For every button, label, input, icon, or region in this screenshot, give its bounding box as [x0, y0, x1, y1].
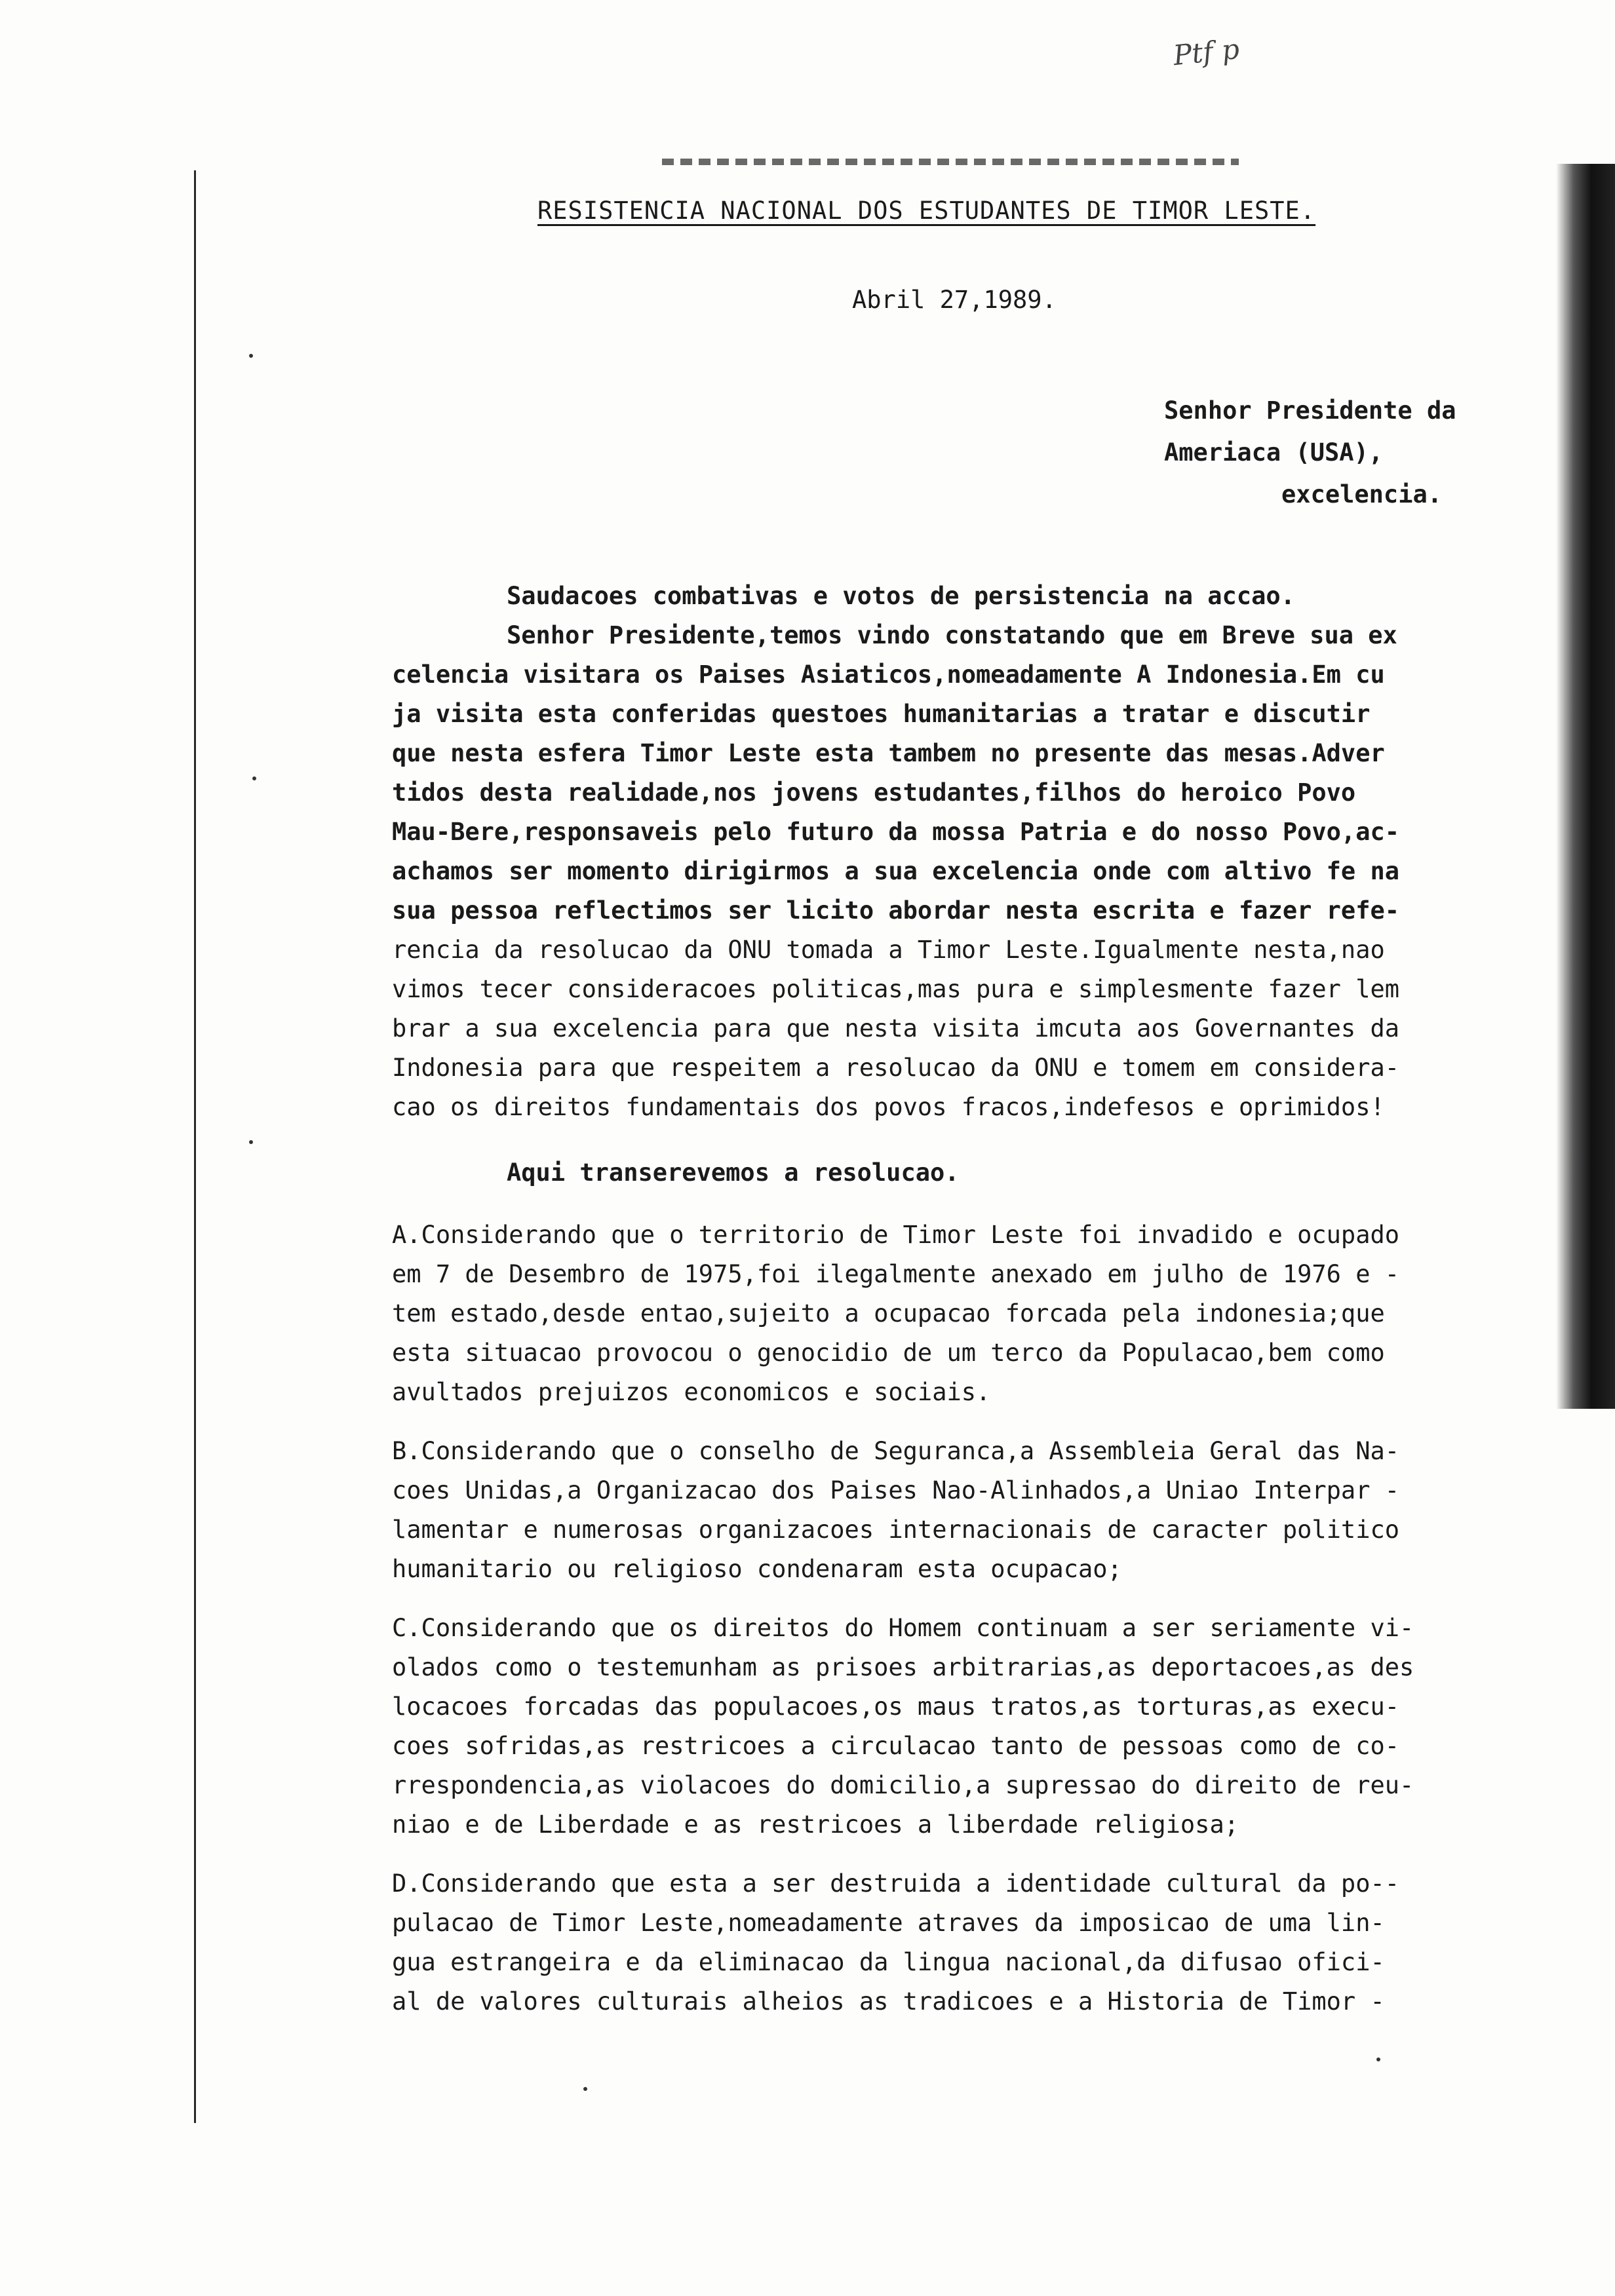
paragraph-line: celencia visitara os Paises Asiaticos,nomeadamente A Indonesia.Em cu [392, 660, 1385, 689]
paragraph-line: sua pessoa reflectimos ser licito abordar nesta escrita e fazer refe- [392, 896, 1400, 925]
greeting: Saudacoes combativas e votos de persistencia na accao. [507, 582, 1295, 610]
scan-speck [1376, 2057, 1380, 2061]
clause-line: C.Considerando que os direitos do Homem continuam a ser seriamente vi- [392, 1614, 1414, 1642]
paragraph-line: cao os direitos fundamentais dos povos fracos,indefesos e oprimidos! [392, 1093, 1385, 1121]
paragraph-line: vimos tecer consideracoes politicas,mas pura e simplesmente fazer lem [392, 975, 1400, 1003]
scan-speck [252, 776, 256, 780]
clause-line: gua estrangeira e da eliminacao da lingua nacional,da difusao ofici- [392, 1948, 1385, 1976]
clause-line: coes sofridas,as restricoes a circulacao tanto de pessoas como de co- [392, 1732, 1400, 1760]
left-margin-line [194, 170, 196, 2123]
paragraph-line: brar a sua excelencia para que nesta visita imcuta aos Governantes da [392, 1014, 1400, 1043]
scan-edge-shadow [1556, 164, 1615, 1409]
scan-speck [583, 2087, 587, 2091]
scan-speck [249, 354, 253, 358]
clause-line: niao e de Liberdade e as restricoes a liberdade religiosa; [392, 1810, 1239, 1839]
clause-line: A.Considerando que o territorio de Timor Leste foi invadido e ocupado [392, 1221, 1400, 1249]
cut-off-header-line [662, 159, 1239, 165]
clause-line: al de valores culturais alheios as tradicoes e a Historia de Timor - [392, 1987, 1385, 2016]
paragraph-line: Indonesia para que respeitem a resolucao da ONU e tomem em considera- [392, 1054, 1400, 1082]
clause-line: rrespondencia,as violacoes do domicilio,a supressao do direito de reu- [392, 1771, 1414, 1799]
clause-line: esta situacao provocou o genocidio de um terco da Populacao,bem como [392, 1339, 1385, 1367]
paragraph-line: rencia da resolucao da ONU tomada a Timor Leste.Igualmente nesta,nao [392, 936, 1385, 964]
clause-line: olados como o testemunham as prisoes arbitrarias,as deportacoes,as des [392, 1653, 1414, 1681]
clause-line: coes Unidas,a Organizacao dos Paises Nao-Alinhados,a Uniao Interpar - [392, 1476, 1400, 1504]
recipient-line-2: Ameriaca (USA), [1164, 438, 1384, 467]
resolution-intro: Aqui transerevemos a resolucao. [507, 1158, 960, 1187]
document-date: Abril 27,1989. [852, 286, 1057, 314]
clause-line: humanitario ou religioso condenaram esta ocupacao; [392, 1555, 1122, 1583]
paragraph-line: que nesta esfera Timor Leste esta tambem no presente das mesas.Adver [392, 739, 1385, 767]
clause-line: tem estado,desde entao,sujeito a ocupacao forcada pela indonesia;que [392, 1299, 1385, 1328]
paragraph-line: Mau-Bere,responsaveis pelo futuro da mossa Patria e do nosso Povo,ac- [392, 818, 1400, 846]
clause-line: locacoes forcadas das populacoes,os maus tratos,as torturas,as execu- [392, 1693, 1400, 1721]
document-title: RESISTENCIA NACIONAL DOS ESTUDANTES DE TIMOR LESTE. [537, 197, 1316, 225]
clause-line: D.Considerando que esta a ser destruida a identidade cultural da po-- [392, 1869, 1400, 1898]
recipient-line-1: Senhor Presidente da [1164, 396, 1456, 425]
clause-line: avultados prejuizos economicos e sociais. [392, 1378, 991, 1406]
clause-line: pulacao de Timor Leste,nomeadamente atraves da imposicao de uma lin- [392, 1909, 1385, 1937]
clause-line: B.Considerando que o conselho de Seguranca,a Assembleia Geral das Na- [392, 1437, 1400, 1465]
paragraph-line: tidos desta realidade,nos jovens estudantes,filhos do heroico Povo [392, 778, 1356, 807]
paragraph-line: achamos ser momento dirigirmos a sua excelencia onde com altivo fe na [392, 857, 1400, 885]
recipient-line-3: excelencia. [1281, 480, 1443, 508]
paragraph-line: Senhor Presidente,temos vindo constatando que em Breve sua ex [507, 621, 1397, 649]
scan-speck [249, 1140, 253, 1144]
handwritten-note: Ptf p [1171, 32, 1241, 72]
clause-line: em 7 de Desembro de 1975,foi ilegalmente anexado em julho de 1976 e - [392, 1260, 1400, 1288]
paragraph-line: ja visita esta conferidas questoes humanitarias a tratar e discutir [392, 700, 1371, 728]
clause-line: lamentar e numerosas organizacoes internacionais de caracter politico [392, 1516, 1400, 1544]
